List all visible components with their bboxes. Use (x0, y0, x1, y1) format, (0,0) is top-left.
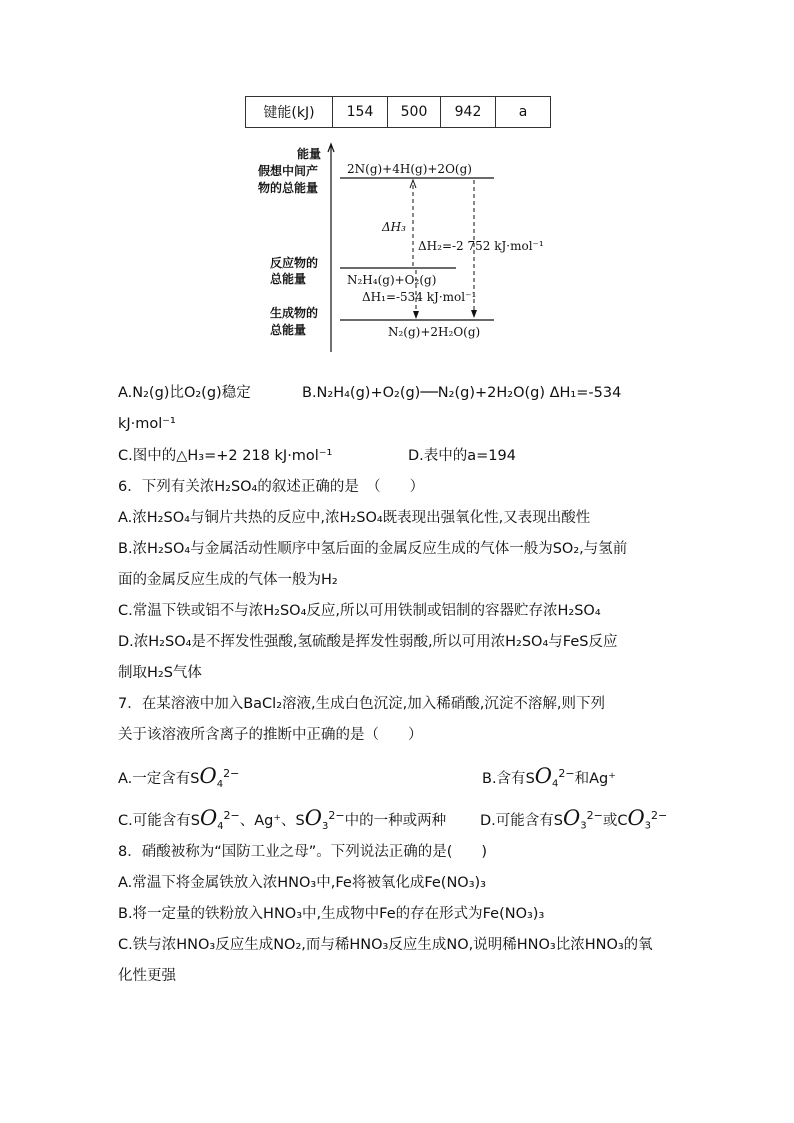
q6-option-b[interactable]: B.浓H₂SO₄与金属活动性顺序中氢后面的金属反应生成的气体一般为SO₂,与氢前 (118, 541, 628, 557)
level-top-label-1: 假想中间产 (258, 164, 319, 178)
q5-option-b[interactable]: B.N₂H₄(g)+O₂(g)──N₂(g)+2H₂O(g) ΔH₁=-534 (302, 385, 622, 401)
ion-o: O (563, 805, 581, 830)
species-mid: N₂H₄(g)+O₂(g) (347, 273, 437, 287)
level-mid-label-2: 总能量 (270, 272, 307, 286)
q7-option-c-tail: 中的一种或两种 (344, 812, 447, 829)
q5-row-cd (118, 446, 516, 466)
ion-sub: 3 (580, 820, 587, 832)
dh2-arrowhead-icon (471, 310, 477, 318)
ion-sub: 3 (644, 820, 652, 832)
ion-sub: 4 (552, 778, 559, 790)
q5-option-a[interactable]: A.N₂(g)比O₂(g)稳定 (118, 385, 251, 401)
ion-o: O (199, 763, 217, 788)
level-bot-label-2: 总能量 (270, 323, 307, 337)
q6-option-b-cont: 面的金属反应生成的气体一般为H₂ (118, 572, 338, 588)
species-top: 2N(g)+4H(g)+2O(g) (347, 162, 472, 176)
q7-option-c-mid: 、Ag⁺、 (239, 812, 296, 829)
table-cell: 942 (441, 97, 496, 128)
ion-o: O (534, 763, 552, 788)
q7-option-b-text: B.含有 (482, 770, 526, 787)
ion-sub: 4 (217, 820, 224, 832)
table-row (246, 97, 551, 128)
ion-s: S (295, 812, 305, 829)
q6-option-d[interactable]: D.浓H₂SO₄是不挥发性强酸,氢硫酸是挥发性弱酸,所以可用浓H₂SO₄与FeS反应 (118, 634, 618, 650)
q5-option-c[interactable]: C.图中的△H₃=+2 218 kJ·mol⁻¹ (118, 448, 333, 464)
q7-option-c[interactable] (118, 805, 447, 832)
q7-option-b[interactable] (482, 764, 616, 795)
ion-charge: 2− (586, 809, 603, 822)
dh1-arrowhead-icon (413, 311, 419, 319)
q7-option-c-text: C.可能含有 (118, 812, 191, 829)
table-cell: 154 (333, 97, 388, 128)
q5-row-ab (118, 383, 622, 403)
ion-s: S (525, 770, 535, 787)
q6-option-d-cont: 制取H₂S气体 (118, 665, 202, 681)
q8-option-c[interactable]: C.铁与浓HNO₃反应生成NO₂,而与稀HNO₃反应生成NO,说明稀HNO₃比浓HNO₃的氧 (118, 937, 653, 953)
ion-s: S (190, 812, 200, 829)
energy-diagram (250, 140, 550, 355)
ion-s: S (553, 812, 563, 829)
q8-option-b[interactable]: B.将一定量的铁粉放入HNO₃中,生成物中Fe的存在形式为Fe(NO₃)₃ (118, 906, 545, 922)
q7-stem-cont: 关于该溶液所含离子的推断中正确的是（ ） (118, 727, 423, 743)
ion-charge: 2− (558, 767, 575, 780)
table-cell: a (496, 97, 551, 128)
ion-charge: 2− (328, 809, 345, 822)
ion-sub: 3 (321, 820, 329, 832)
ion-s: S (190, 770, 200, 787)
ion-charge: 2− (223, 767, 240, 780)
ion-o: O (627, 805, 645, 830)
q7-stem: 7．在某溶液中加入BaCl₂溶液,生成白色沉淀,加入稀硝酸,沉淀不溶解,则下列 (118, 696, 605, 712)
q5-option-d[interactable]: D.表中的a=194 (408, 448, 516, 464)
q8-option-a[interactable]: A.常温下将金属铁放入浓HNO₃中,Fe将被氧化成Fe(NO₃)₃ (118, 875, 486, 891)
ion-charge: 2− (651, 809, 668, 822)
q7-row-cd (118, 805, 668, 837)
dh1-label: ΔH₁=-534 kJ·mol⁻¹ (362, 290, 477, 304)
q6-option-a[interactable]: A.浓H₂SO₄与铜片共热的反应中,浓H₂SO₄既表现出强氧化性,又表现出酸性 (118, 510, 591, 526)
q7-option-d-mid: 或 (602, 812, 618, 829)
q6-stem: 6．下列有关浓H₂SO₄的叙述正确的是 （ ） (118, 479, 425, 495)
q7-row-ab (118, 763, 616, 795)
ion-sub: 4 (216, 778, 224, 790)
ion-c: C (617, 812, 628, 829)
y-axis-label: 能量 (297, 147, 322, 161)
level-top-label-2: 物的总能量 (258, 181, 319, 195)
table-header-cell: 键能(kJ) (246, 97, 333, 128)
q7-option-a-text: A.一定含有 (118, 770, 191, 787)
q7-option-a[interactable] (118, 763, 240, 790)
dh2-label: ΔH₂=-2 752 kJ·mol⁻¹ (418, 239, 544, 253)
q7-option-d[interactable] (480, 806, 667, 837)
q6-option-c[interactable]: C.常温下铁或铝不与浓H₂SO₄反应,所以可用铁制或铝制的容器贮存浓H₂SO₄ (118, 603, 601, 619)
ion-o: O (199, 805, 218, 830)
level-mid-label-1: 反应物的 (270, 256, 319, 270)
table-cell: 500 (388, 97, 441, 128)
level-bot-label-1: 生成物的 (270, 306, 319, 320)
q7-option-b-tail: 和Ag⁺ (574, 770, 616, 787)
species-bot: N₂(g)+2H₂O(g) (388, 325, 481, 339)
ion-charge: 2− (223, 809, 240, 822)
dh3-label: ΔH₃ (382, 220, 406, 234)
q8-option-c-cont: 化性更强 (118, 968, 176, 984)
q8-stem: 8．硝酸被称为“国防工业之母”。下列说法正确的是( ) (118, 844, 488, 860)
q5-option-b-cont: kJ·mol⁻¹ (118, 416, 176, 432)
ion-o: O (304, 805, 322, 830)
q7-option-d-text: D.可能含有 (480, 812, 554, 829)
bond-energy-table (245, 96, 551, 128)
